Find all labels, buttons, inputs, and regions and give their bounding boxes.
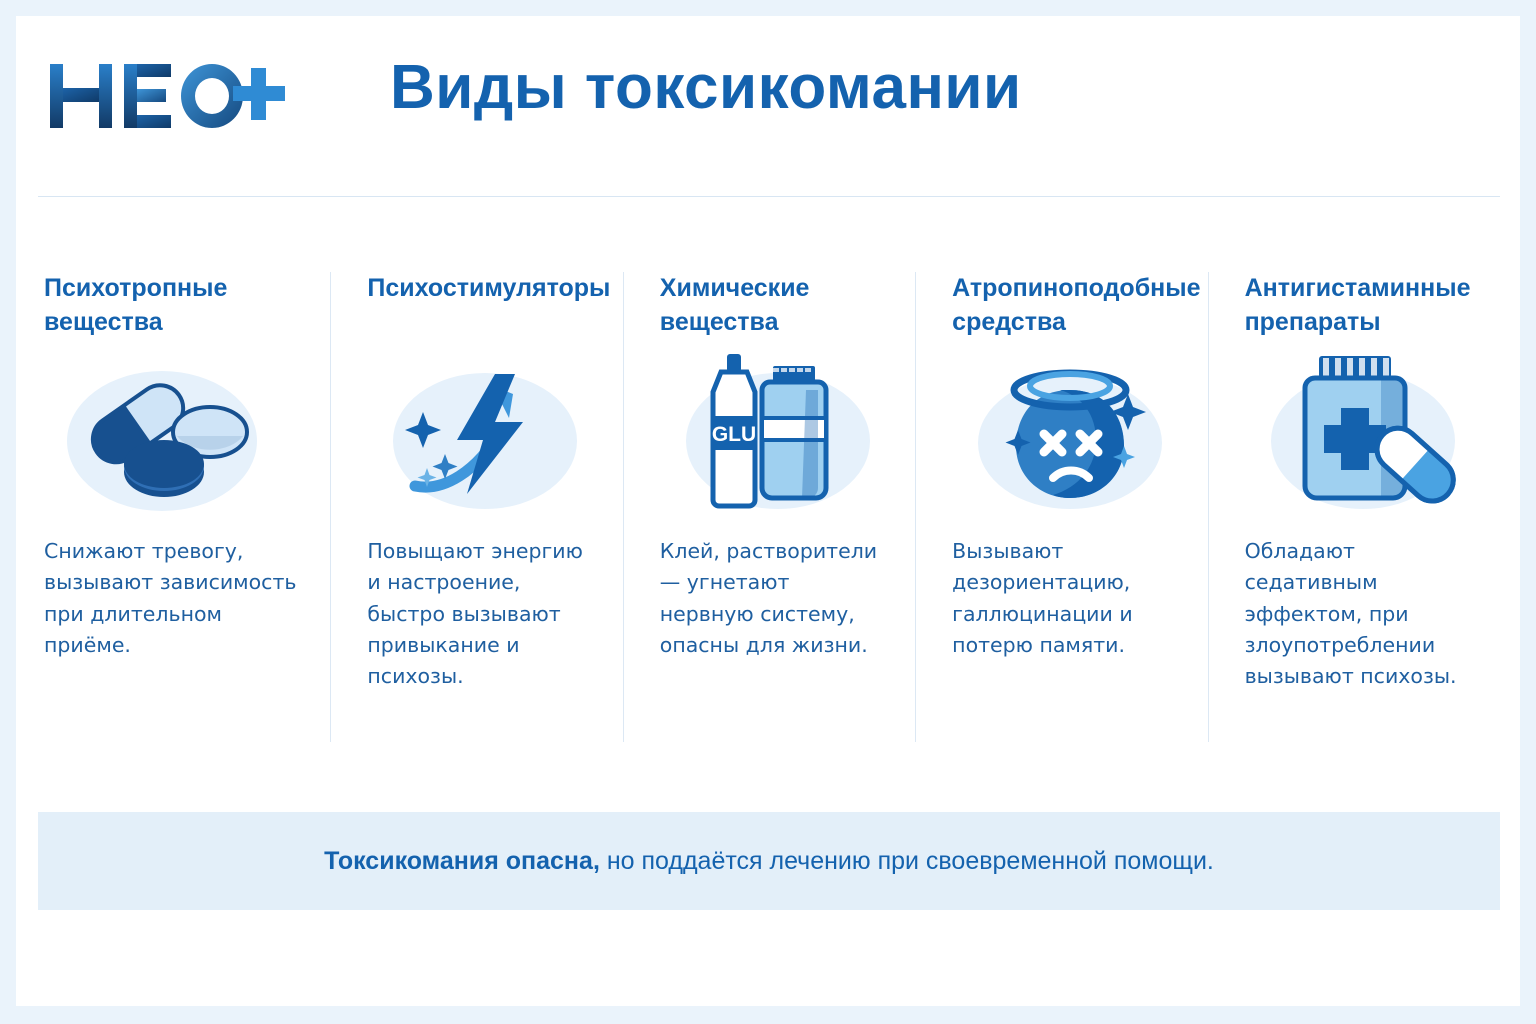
card-title: Атропиноподобные средства	[952, 274, 1201, 336]
banner-bold: Токсикомания опасна,	[324, 846, 600, 875]
card-title: Антигистаминные препараты	[1244, 274, 1471, 336]
card-chemicals	[623, 272, 915, 742]
header	[38, 42, 1498, 167]
category-cards	[38, 272, 1500, 742]
glue-bottle-solvent-icon	[660, 346, 885, 536]
card-description: Снижают тревогу, вызывают зависимость при длительном приёме.	[44, 539, 297, 658]
page-edge-left	[0, 0, 16, 1024]
banner-normal: но поддаётся лечению при своевременной помощи.	[599, 846, 1214, 875]
banner-text	[324, 847, 1214, 876]
svg-text:GLU: GLU	[711, 423, 756, 446]
dizzy-head-icon	[952, 346, 1177, 536]
card-psychostimulants	[330, 272, 622, 742]
page-edge-right	[1520, 0, 1536, 1024]
page-edge-top	[0, 0, 1536, 16]
card-title: Психостимуляторы	[367, 274, 611, 302]
card-atropine-like	[915, 272, 1207, 742]
page-title: Виды токсикомании	[390, 53, 1022, 122]
card-description: Клей, растворители — угнетают нервную систему, опасны для жизни.	[659, 539, 878, 658]
card-description: Вызывают дезориентацию, галлюцинации и потерю памяти.	[952, 539, 1133, 658]
header-divider	[38, 196, 1500, 197]
card-description: Обладают седативным эффектом, при злоупотреблении вызывают психозы.	[1244, 539, 1457, 689]
neo-plus-logo	[48, 60, 288, 132]
card-title: Химические вещества	[659, 274, 810, 336]
footer-banner	[38, 812, 1500, 910]
card-antihistamines	[1208, 272, 1500, 742]
page-edge-bottom	[0, 1006, 1536, 1024]
medicine-bottle-capsule-icon	[1245, 346, 1470, 536]
lightning-bolt-arrow-icon	[367, 346, 592, 536]
pills-capsule-icon	[44, 346, 300, 536]
card-description: Повыщают энергию и настроение, быстро вызывают привыкание и психозы.	[367, 539, 583, 689]
card-title: Психотропные вещества	[44, 274, 228, 336]
card-psychotropic	[38, 272, 330, 742]
